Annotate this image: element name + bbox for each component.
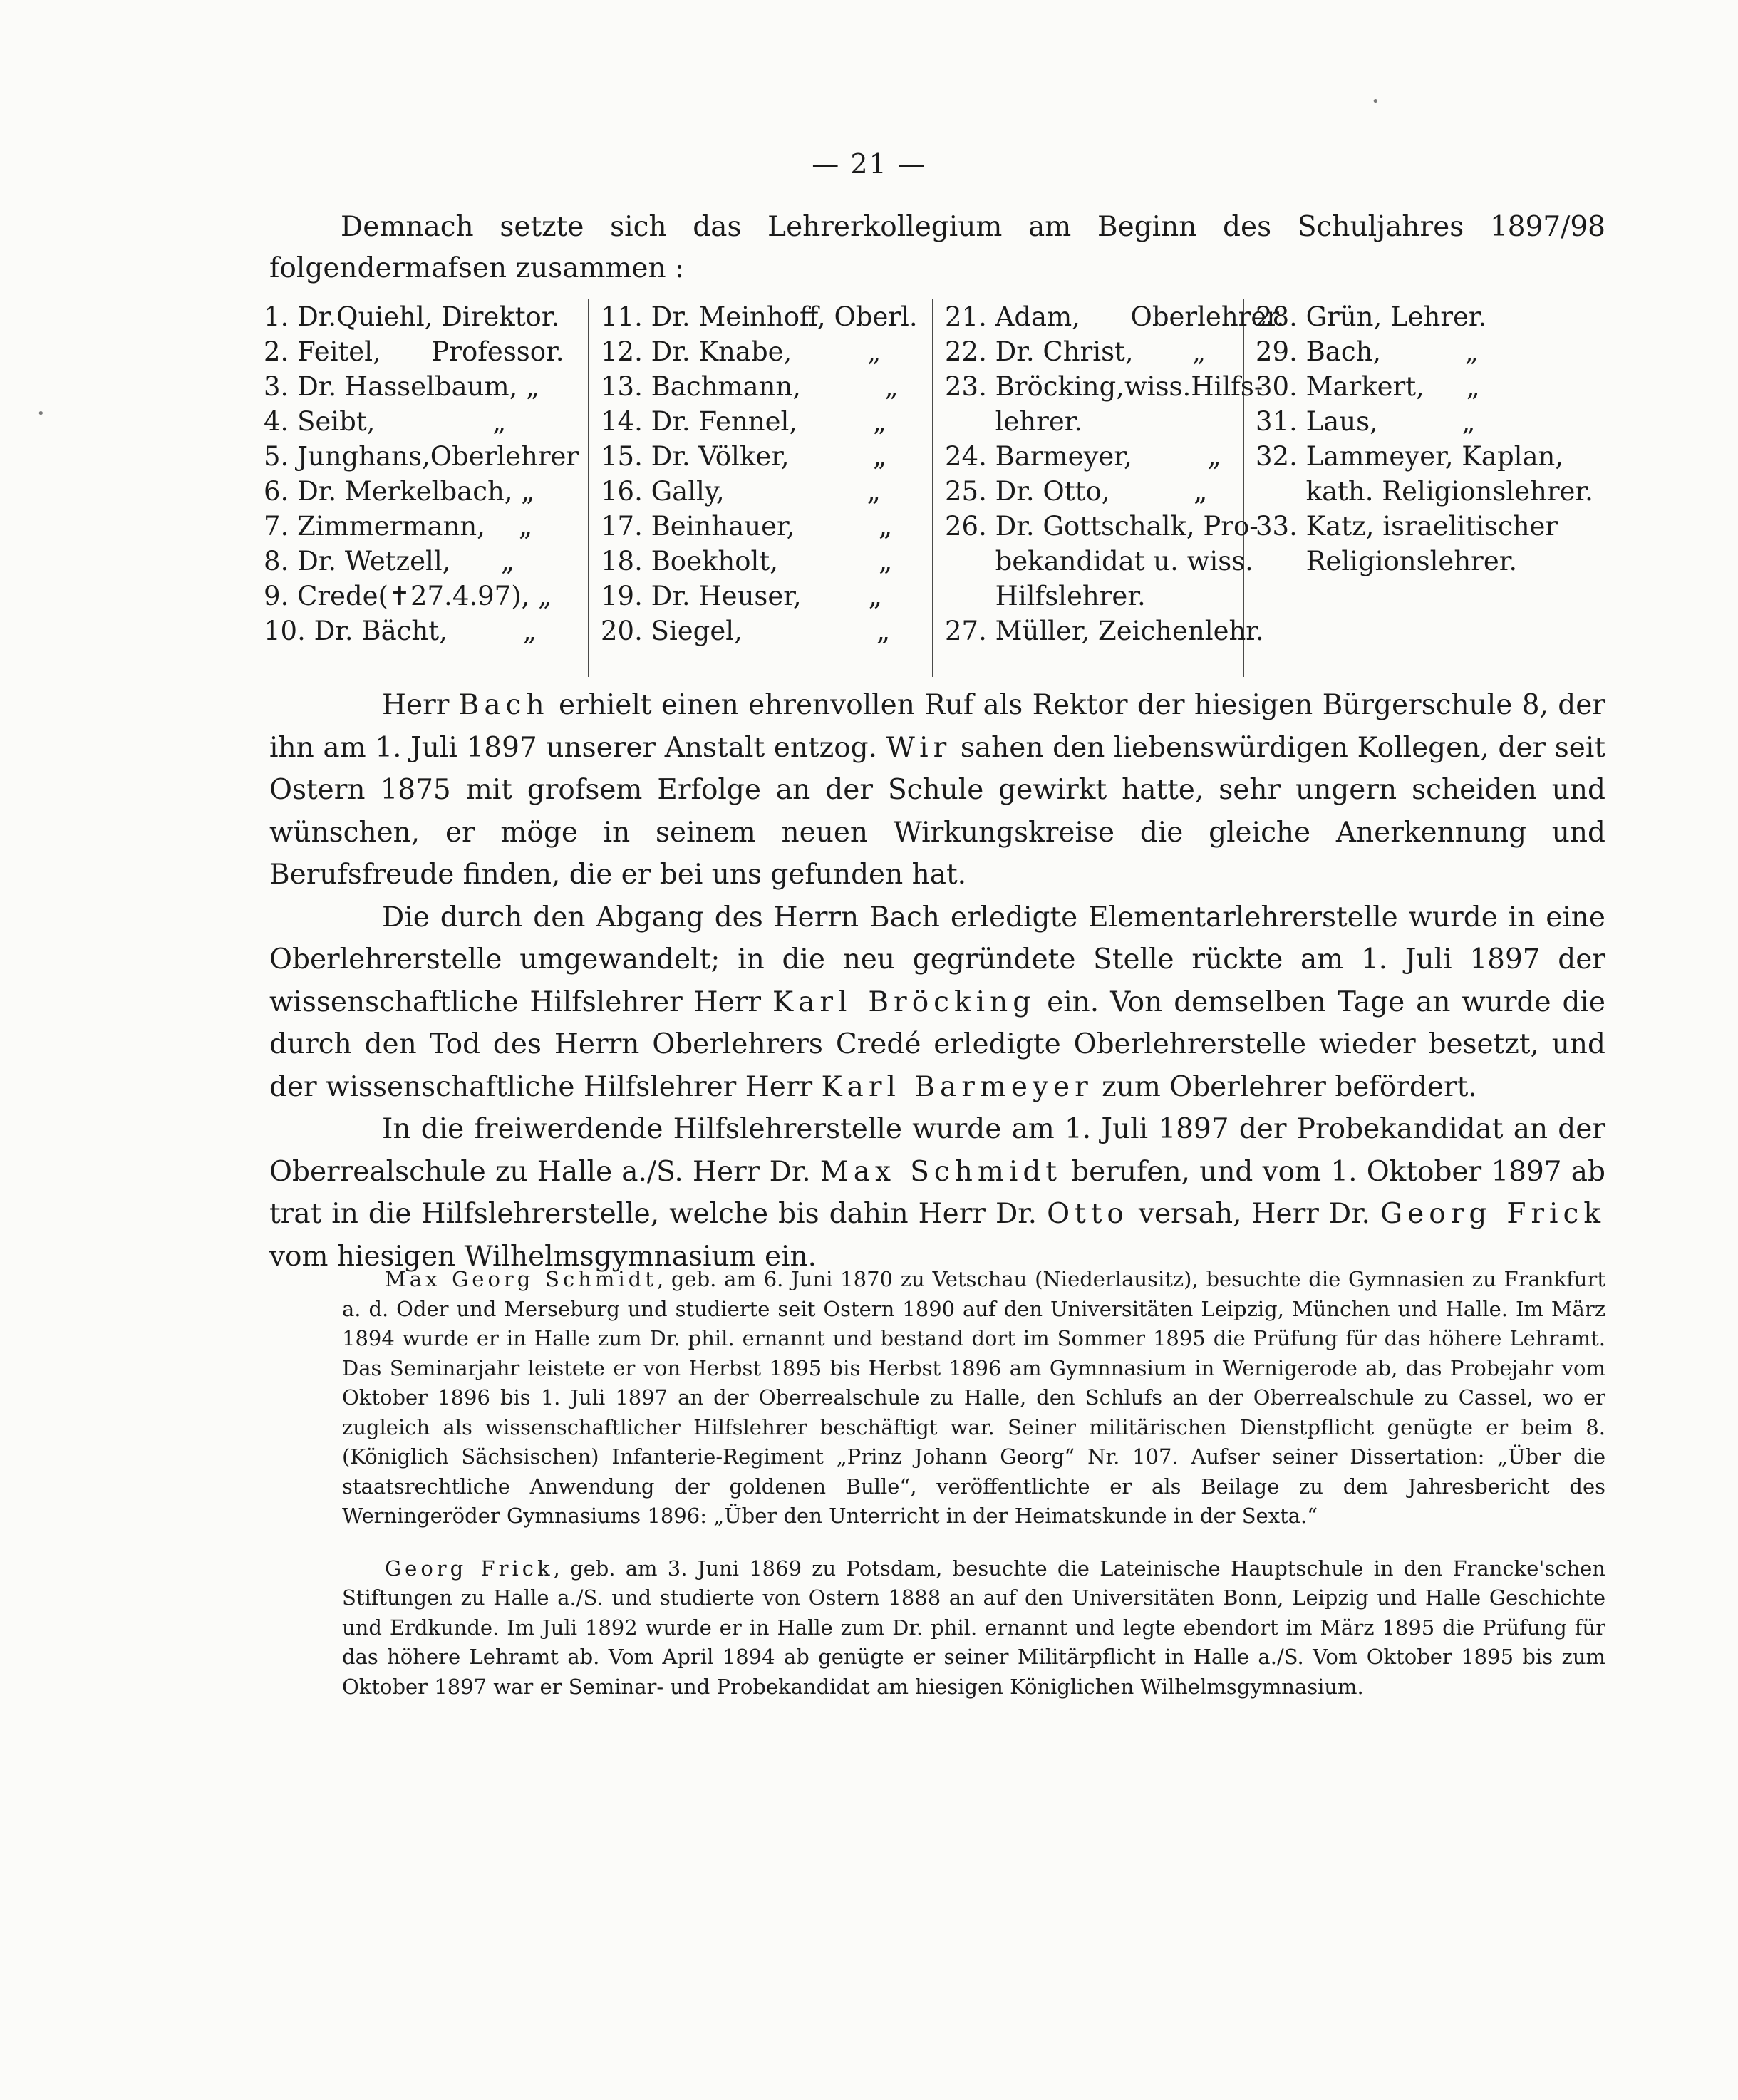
roster-entry: 17. Beinhauer, „ [601,511,893,542]
roster-entry: 14. Dr. Fennel, „ [601,406,887,437]
roster-entry: 29. Bach, „ [1256,336,1479,367]
spaced-name: Karl Barmeyer [821,1070,1093,1103]
roster-entry: 7. Zimmermann, „ [264,511,533,542]
roster-column-3 [945,299,1285,677]
roster-entry: 30. Markert, „ [1256,371,1480,402]
roster-entry: 22. Dr. Christ, „ [945,336,1206,367]
text-run: Die durch den Abgang des Herrn Bach erledigte Elementarlehrerstelle wurde in eine Oberlehrerstelle umgewandelt; in die neu gegründete Stelle rückte am 1. Juli 1897 der wissenschaftliche Hilfslehrer Herr [269,901,1605,1018]
roster-entry: 13. Bachmann, „ [601,371,899,402]
roster-entry: 28. Grün, Lehrer. [1256,301,1487,332]
roster-entry: 10. Dr. Bächt, „ [264,616,537,646]
text-run: vom hiesigen Wilhelmsgymnasium ein. [269,1240,817,1273]
roster-column-4 [1256,299,1612,677]
text-run: In die freiwerdende Hilfslehrerstelle wurde am 1. Juli 1897 der Probekandidat an der Oberrealschule zu Halle a./S. Herr Dr. [269,1113,1605,1188]
roster-entry: lehrer. [945,406,1083,437]
text-run: erhielt einen ehrenvollen Ruf als Rektor der hiesigen Bürgerschule 8, der ihn am 1. Juli 1897 unserer Anstalt entzog. [269,689,1605,764]
roster-entry: 9. Crede(✝27.4.97), „ [264,581,552,611]
roster-column-1 [264,299,589,677]
main-text [269,684,1605,1278]
roster-entry: 2. Feitel, Professor. [264,336,564,367]
spaced-name: Georg Frick [385,1556,554,1581]
paragraph-hilfslehrerstelle [269,1108,1605,1278]
intro-paragraph [269,207,1605,289]
roster-entry: 16. Gally, „ [601,476,881,507]
scan-speck: • [37,406,45,421]
spaced-name: Georg Frick [1380,1198,1605,1230]
roster-column-2 [601,299,933,677]
roster-entry: 8. Dr. Wetzell, „ [264,546,515,576]
text-run: zum Oberlehrer befördert. [1092,1070,1477,1103]
roster-entry: 4. Seibt, „ [264,406,507,437]
text-run: sahen den liebenswürdigen Kollegen, der seit Ostern 1875 mit grofsem Erfolge an der Schule gewirkt hatte, sehr ungern scheiden und wünschen, er möge in seinem neuen Wirkungskreise die gleiche Anerkennung und Berufsfreude finden, die er bei uns gefunden hat. [269,731,1605,891]
roster-entry: Religionslehrer. [1256,546,1518,576]
roster-entry: 19. Dr. Heuser, „ [601,581,882,611]
roster-entry: 15. Dr. Völker, „ [601,441,887,472]
text-run: Herr [382,689,459,721]
roster-entry: 3. Dr. Hasselbaum, „ [264,371,540,402]
roster-entry: 23. Bröcking,wiss.Hilfs- [945,371,1263,402]
roster-entry: kath. Religionslehrer. [1256,476,1593,507]
spaced-name: Max Georg Schmidt [385,1267,657,1291]
biographical-notes [342,1265,1605,1724]
spaced-word: Wir [886,731,952,764]
page-number: — 21 — [812,148,926,180]
roster-entry: 20. Siegel, „ [601,616,891,646]
spaced-name: Karl Bröcking [772,986,1036,1018]
note-schmidt [342,1265,1605,1531]
paragraph-oberlehrerstelle [269,896,1605,1109]
scan-speck: • [1372,94,1380,109]
note-frick [342,1554,1605,1702]
spaced-name: Otto [1047,1198,1129,1230]
roster-entry: Hilfslehrer. [945,581,1146,611]
note-text: , geb. am 3. Juni 1869 zu Potsdam, besuchte die Lateinische Hauptschule in den Francke'schen Stiftungen zu Halle a./S. und studierte von Ostern 1888 an auf den Universitäten Bonn, Leipzig und Halle Geschichte und Erdkunde. Im Juli 1892 wurde er in Halle zum Dr. phil. ernannt und legte ebendort im März 1895 die Prüfung für das höhere Lehramt ab. Vom April 1894 ab genügte er seiner Militärpflicht in Halle a./S. Vom Oktober 1895 bis zum Oktober 1897 war er Seminar- und Probekandidat am hiesigen Königlichen Wilhelmsgymnasium. [342,1556,1605,1699]
note-text: , geb. am 6. Juni 1870 zu Vetschau (Niederlausitz), besuchte die Gymnasien zu Frankfurt a. d. Oder und Merseburg und studierte seit Ostern 1890 auf den Universitäten Leipzig, München und Halle. Im März 1894 wurde er in Halle zum Dr. phil. ernannt und bestand dort im Sommer 1895 die Prüfung für das höhere Lehramt. Das Seminarjahr leistete er von Herbst 1895 bis Herbst 1896 am Gymnnasium in Wernigerode ab, das Probejahr vom Oktober 1896 bis 1. Juli 1897 an der Oberrealschule zu Halle, den Schlufs an der Oberrealschule zu Cassel, wo er zugleich als wissenschaftlicher Hilfslehrer beschäftigt war. Seiner militärischen Dienstpflicht genügte er beim 8. (Königlich Sächsischen) Infanterie-Regiment „Prinz Johann Georg“ Nr. 107. Aufser seiner Dissertation: „Über die staatsrechtliche Anwendung der goldenen Bulle“, veröffentlichte er als Beilage zu dem Jahresbericht des Werningeröder Gymnasiums 1896: „Über den Unterricht in der Heimatskunde in der Sexta.“ [342,1267,1605,1528]
roster-entry: 5. Junghans,Oberlehrer [264,441,579,472]
spaced-name: Max Schmidt [819,1155,1062,1188]
spaced-name: Bach [458,689,549,721]
roster-entry: 24. Barmeyer, „ [945,441,1221,472]
roster-entry: 31. Laus, „ [1256,406,1476,437]
roster-entry: 11. Dr. Meinhoff, Oberl. [601,301,918,332]
roster-entry: 18. Boekholt, „ [601,546,893,576]
paragraph-bach [269,684,1605,896]
roster-entry: 26. Dr. Gottschalk, Pro- [945,511,1258,542]
text-run: versah, Herr Dr. [1128,1198,1380,1230]
roster-entry: bekandidat u. wiss. [945,546,1253,576]
roster-entry: 12. Dr. Knabe, „ [601,336,881,367]
roster-entry: 32. Lammeyer, Kaplan, [1256,441,1564,472]
roster-entry: 25. Dr. Otto, „ [945,476,1208,507]
roster-entry: 21. Adam, Oberlehrer. [945,301,1285,332]
roster-entry: 33. Katz, israelitischer [1256,511,1558,542]
roster-entry: 27. Müller, Zeichenlehr. [945,616,1264,646]
intro-text: Demnach setzte sich das Lehrerkollegium am Beginn des Schuljahres 1897/98 folgendermafsen zusammen : [269,211,1605,284]
text-run: berufen, und vom 1. Oktober 1897 ab trat in die Hilfslehrerstelle, welche bis dahin Herr Dr. [269,1155,1605,1230]
roster-entry: 1. Dr.Quiehl, Direktor. [264,301,560,332]
text-run: ein. Von demselben Tage an wurde die durch den Tod des Herrn Oberlehrers Credé erledigte Oberlehrerstelle wieder besetzt, und der wissenschaftliche Hilfslehrer Herr [269,986,1605,1103]
staff-roster [264,299,1618,677]
roster-entry: 6. Dr. Merkelbach, „ [264,476,535,507]
